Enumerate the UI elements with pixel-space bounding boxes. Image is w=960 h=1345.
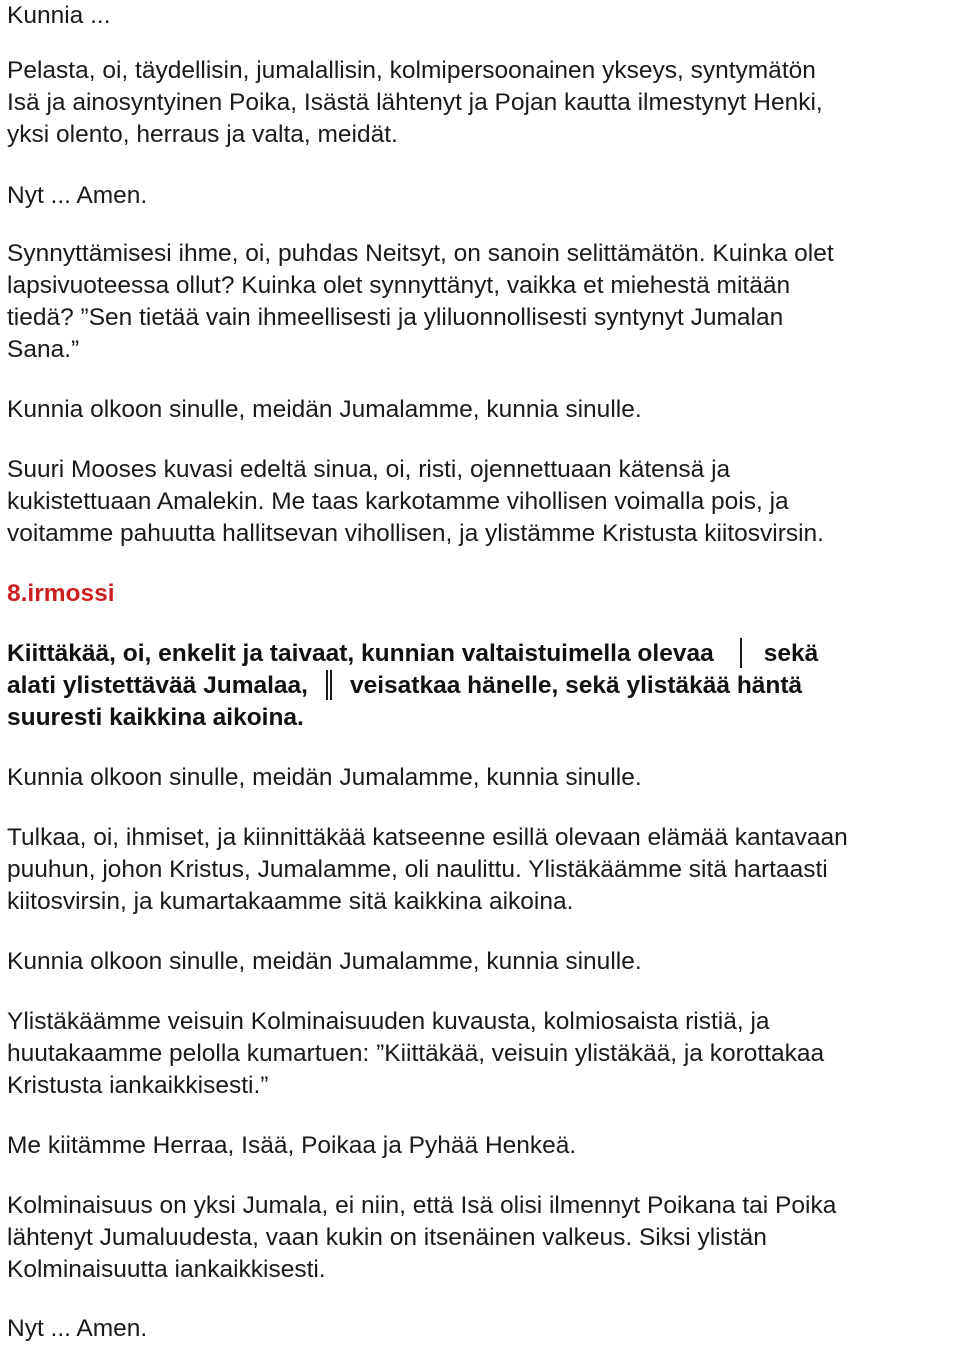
- irmos-line: [7, 638, 818, 670]
- prayer-line: Isä ja ainosyntyinen Poika, Isästä lähtenyt ja Pojan kautta ilmestynyt Henki,: [7, 89, 823, 116]
- doxology-short: Kunnia ...: [7, 2, 111, 29]
- troparion-line: voitamme pahuutta hallitsevan vihollisen, ja ylistämme Kristusta kiitosvirsin.: [7, 520, 824, 547]
- theotokion-line: lapsivuoteessa ollut? Kuinka olet synnyttänyt, vaikka et miehestä mitään: [7, 272, 791, 299]
- single-bar-mark: [740, 638, 742, 668]
- troparion-line: Ylistäkäämme veisuin Kolminaisuuden kuvausta, kolmiosaista ristiä, ja: [7, 1008, 770, 1035]
- troparion-line: Suuri Mooses kuvasi edeltä sinua, oi, risti, ojennettuaan kätensä ja: [7, 456, 731, 483]
- closing-short: Nyt ... Amen.: [7, 1315, 148, 1342]
- section-heading: 8.irmossi: [7, 580, 115, 607]
- irmos-line: suuresti kaikkina aikoina.: [7, 704, 304, 731]
- trinity-line: Kolminaisuutta iankaikkisesti.: [7, 1256, 326, 1283]
- irmos-text: sekä: [763, 640, 819, 667]
- troparion-line: puuhun, johon Kristus, Jumalamme, oli naulittu. Ylistäkäämme sitä hartaasti: [7, 856, 828, 883]
- refrain-line: Kunnia olkoon sinulle, meidän Jumalamme, kunnia sinulle.: [7, 396, 642, 423]
- theotokion-line: Sana.”: [7, 336, 80, 363]
- irmos-text: alati ylistettävää Jumalaa,: [7, 672, 308, 699]
- refrain-line: Kunnia olkoon sinulle, meidän Jumalamme, kunnia sinulle.: [7, 764, 642, 791]
- irmos-text: Kiittäkää, oi, enkelit ja taivaat, kunnian valtaistuimella olevaa: [7, 640, 714, 667]
- troparion-line: kiitosvirsin, ja kumartakaamme sitä kaikkina aikoina.: [7, 888, 574, 915]
- prayer-line: yksi olento, herraus ja valta, meidät.: [7, 121, 398, 148]
- theotokion-line: Synnyttämisesi ihme, oi, puhdas Neitsyt, on sanoin selittämätön. Kuinka olet: [7, 240, 834, 267]
- troparion-line: Tulkaa, oi, ihmiset, ja kiinnittäkää katseenne esillä olevaan elämää kantavaan: [7, 824, 848, 851]
- trinity-line: lähtenyt Jumaluudesta, vaan kukin on itsenäinen valkeus. Siksi ylistän: [7, 1224, 767, 1251]
- closing-short: Nyt ... Amen.: [7, 182, 148, 209]
- theotokion-line: tiedä? ”Sen tietää vain ihmeellisesti ja yliluonnollisesti syntynyt Jumalan: [7, 304, 784, 331]
- troparion-line: kukistettuaan Amalekin. Me taas karkotamme vihollisen voimalla pois, ja: [7, 488, 789, 515]
- refrain-line: Kunnia olkoon sinulle, meidän Jumalamme, kunnia sinulle.: [7, 948, 642, 975]
- refrain-line: Me kiitämme Herraa, Isää, Poikaa ja Pyhää Henkeä.: [7, 1132, 577, 1159]
- irmos-text: veisatkaa hänelle, sekä ylistäkää häntä: [349, 672, 803, 699]
- trinity-line: Kolminaisuus on yksi Jumala, ei niin, että Isä olisi ilmennyt Poikana tai Poika: [7, 1192, 837, 1219]
- irmos-line: [7, 670, 802, 702]
- troparion-line: huutakaamme pelolla kumartuen: ”Kiittäkää, veisuin ylistäkää, ja korottakaa: [7, 1040, 825, 1067]
- prayer-line: Pelasta, oi, täydellisin, jumalallisin, kolmipersoonainen ykseys, syntymätön: [7, 57, 816, 84]
- double-bar-mark: [326, 670, 332, 700]
- troparion-line: Kristusta iankaikkisesti.”: [7, 1072, 269, 1099]
